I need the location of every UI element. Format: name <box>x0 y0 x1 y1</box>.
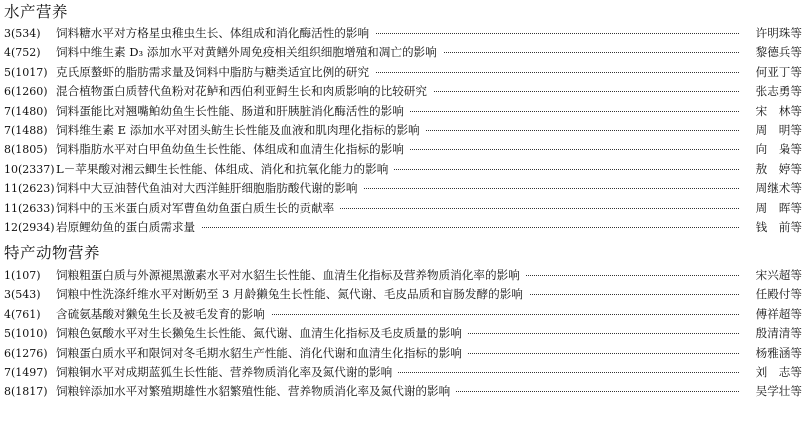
article-title[interactable]: 饲粮中性洗涤纤维水平对断奶至 3 月龄獭兔生长性能、氮代谢、毛皮品质和盲肠发酵的影响 <box>56 285 529 304</box>
article-title[interactable]: 饲粮粗蛋白质与外源褪黑激素水平对水貂生长性能、血清生化指标及营养物质消化率的影响 <box>56 266 526 285</box>
article-title[interactable]: 饲料中的玉米蛋白质对军曹鱼幼鱼蛋白质生长的贡献率 <box>56 199 340 218</box>
article-title[interactable]: 含硫氨基酸对獭兔生长及被毛发育的影响 <box>56 305 271 324</box>
list-item[interactable] <box>0 82 805 101</box>
list-item[interactable] <box>0 324 805 343</box>
issue-page-number: 11(2623) <box>4 182 55 196</box>
issue-page-number: 7(1480) <box>4 104 48 118</box>
section-title-special-animal-nutrition: 特产动物营养 <box>4 244 101 262</box>
issue-page-number: 3(534) <box>4 27 41 40</box>
issue-page-number: 7(1497) <box>4 365 48 379</box>
issue-page-number: 8(1817) <box>4 385 48 399</box>
article-title[interactable]: 饲粮蛋白质水平和限饲对冬毛期水貂生产性能、消化代谢和血清生化指标的影响 <box>56 344 468 363</box>
article-title[interactable]: 饲料中大豆油替代鱼油对大西洋鲑肝细胞脂肪酸代谢的影响 <box>56 179 363 198</box>
article-author: 杨雅涵等 <box>752 344 802 363</box>
issue-page-number: 12(2934) <box>4 220 55 234</box>
list-item[interactable] <box>0 160 805 179</box>
article-author: 钱 前等 <box>752 218 802 237</box>
article-author: 宋兴超等 <box>752 266 802 285</box>
article-author: 何亚丁等 <box>752 63 802 82</box>
list-item[interactable] <box>0 102 805 121</box>
article-author: 向 枭等 <box>752 140 802 159</box>
list-item[interactable] <box>0 382 805 401</box>
list-item[interactable] <box>0 121 805 140</box>
list-item[interactable] <box>0 140 805 159</box>
article-title[interactable]: 饲粮铜水平对成期蓝狐生长性能、营养物质消化率及氮代谢的影响 <box>56 363 398 382</box>
article-title[interactable]: L－苹果酸对湘云鲫生长性能、体组成、消化和抗氧化能力的影响 <box>56 160 394 179</box>
article-title[interactable]: 饲料中维生素 D₃ 添加水平对黄鳝外周免疫相关组织细胞增殖和凋亡的影响 <box>56 43 443 62</box>
article-author: 任殿付等 <box>752 285 802 304</box>
issue-page-number: 11(2633) <box>4 201 55 215</box>
aquatic-nutrition-list <box>0 24 805 237</box>
article-title[interactable]: 饲料蛋能比对翘嘴鲌幼鱼生长性能、肠道和肝胰脏消化酶活性的影响 <box>56 102 410 121</box>
issue-page-number: 6(1260) <box>4 85 48 99</box>
special-animal-nutrition-list <box>0 266 805 402</box>
article-author: 刘 志等 <box>752 363 802 382</box>
article-title[interactable]: 饲粮色氨酸水平对生长獭兔生长性能、氮代谢、血清生化指标及毛皮质量的影响 <box>56 324 468 343</box>
list-item[interactable] <box>0 43 805 62</box>
list-item[interactable] <box>0 24 805 43</box>
issue-page-number: 8(1805) <box>4 143 48 157</box>
issue-page-number: 7(1488) <box>4 123 48 137</box>
list-item[interactable] <box>0 199 805 218</box>
issue-page-number: 5(1010) <box>4 327 48 341</box>
article-title[interactable]: 岩原鲤幼鱼的蛋白质需求量 <box>56 218 201 237</box>
article-author: 殷清清等 <box>752 324 802 343</box>
article-author: 周 明等 <box>752 121 802 140</box>
article-title[interactable]: 饲粮锌添加水平对繁殖期雄性水貂繁殖性能、营养物质消化率及氮代谢的影响 <box>56 382 456 401</box>
section-title-aquatic-nutrition: 水产营养 <box>4 3 69 21</box>
article-title[interactable]: 混合植物蛋白质替代鱼粉对花鲈和西伯利亚鲟生长和肉质影响的比较研究 <box>56 82 433 101</box>
issue-page-number: 1(107) <box>4 269 41 282</box>
article-title[interactable]: 饲料糖水平对方格星虫稚虫生长、体组成和消化酶活性的影响 <box>56 24 375 43</box>
article-title[interactable]: 克氏原螯虾的脂肪需求量及饲料中脂肪与糖类适宜比例的研究 <box>56 63 375 82</box>
issue-page-number: 10(2337) <box>4 162 55 176</box>
article-author: 傅祥超等 <box>752 305 802 324</box>
article-title[interactable]: 饲料维生素 E 添加水平对团头鲂生长性能及血液和肌肉理化指标的影响 <box>56 121 426 140</box>
article-author: 许明珠等 <box>752 24 802 43</box>
article-author: 敖 婷等 <box>752 160 802 179</box>
article-author: 周 晖等 <box>752 199 802 218</box>
list-item[interactable] <box>0 344 805 363</box>
issue-page-number: 3(543) <box>4 288 41 302</box>
list-item[interactable] <box>0 305 805 324</box>
article-title[interactable]: 饲料脂肪水平对白甲鱼幼鱼生长性能、体组成和血清生化指标的影响 <box>56 140 410 159</box>
list-item[interactable] <box>0 363 805 382</box>
list-item[interactable] <box>0 218 805 237</box>
issue-page-number: 4(752) <box>4 46 41 60</box>
list-item[interactable] <box>0 63 805 82</box>
article-author: 吴学壮等 <box>752 382 802 401</box>
list-item[interactable] <box>0 266 805 285</box>
issue-page-number: 5(1017) <box>4 65 48 79</box>
list-item[interactable] <box>0 179 805 198</box>
article-author: 宋 林等 <box>752 102 802 121</box>
article-author: 张志勇等 <box>752 82 802 101</box>
issue-page-number: 6(1276) <box>4 346 48 360</box>
article-author: 周继术等 <box>752 179 802 198</box>
issue-page-number: 4(761) <box>4 307 41 321</box>
list-item[interactable] <box>0 285 805 304</box>
article-author: 黎德兵等 <box>752 43 802 62</box>
